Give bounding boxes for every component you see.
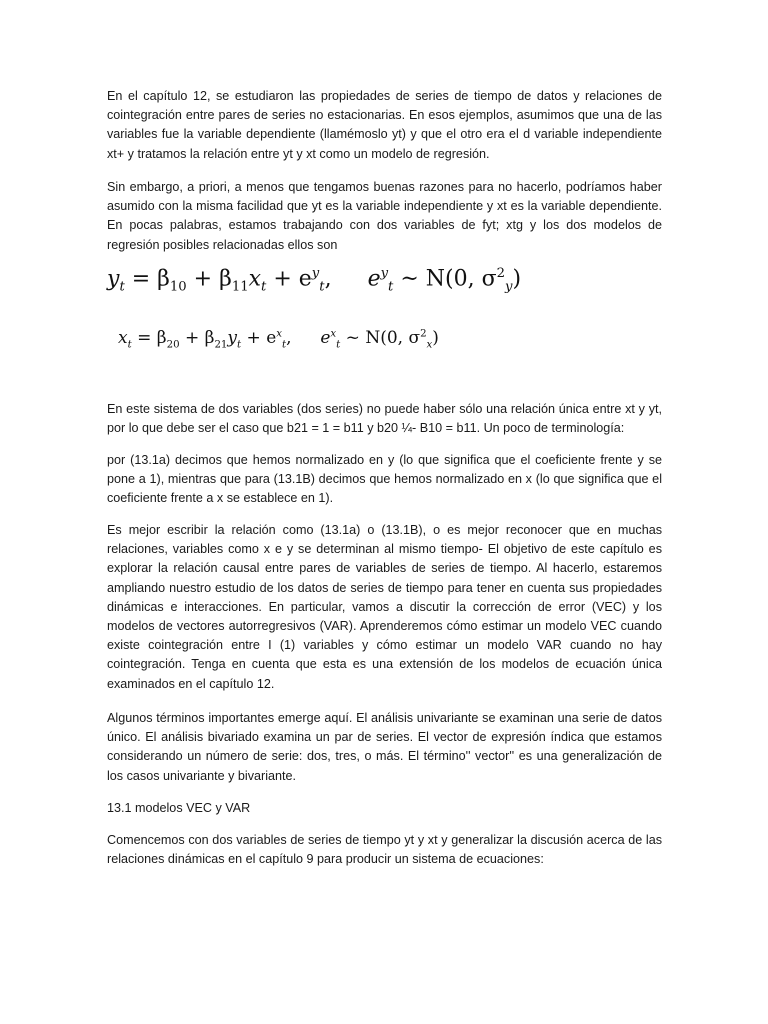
paragraph-3: En este sistema de dos variables (dos series) no puede haber sólo una relación única entre xt y yt, por lo que debe ser el caso que b21 = 1 = b11 y b20 ¼- B10 = b11. Un poco de terminología:	[107, 402, 662, 436]
paragraph-6: Algunos términos importantes emerge aquí. El análisis univariante se examinan una serie de datos único. El análisis bivariado examina un par de series. El vector de expresión índica que estamos considerando un número de serie: dos, tres, o más. El término'' vector'' es una generalización de los casos univariante y bivariante.	[107, 711, 662, 783]
section-heading: 13.1 modelos VEC y VAR	[107, 801, 251, 815]
equation-13-1a: $y_t = \beta_{10} + \beta_{11}x_t + e^y_t$, $e^y_t$ ~ N(0, $\sigma^2_y$)	[107, 266, 522, 295]
equation-13-1b: $x_t = \beta_{20} + \beta_{21}y_t + e^x_t$, $e^x_t$ ~ N(0, $\sigma^2_x$)	[118, 328, 439, 351]
paragraph-2: Sin embargo, a priori, a menos que tengamos buenas razones para no hacerlo, podríamos haber asumido con la misma facilidad que yt es la variable independiente y xt es la variable dependiente. En pocas palabras, estamos trabajando con dos variables de fyt; xtg y los dos modelos de regresión posibles relacionadas ellos son	[107, 180, 662, 252]
paragraph-4: por (13.1a) decimos que hemos normalizado en y (lo que significa que el coeficiente frente y se pone a 1), mientras que para (13.1B) decimos que hemos normalizado en x (lo que significa que el coeficiente frente a x se establece en 1).	[107, 453, 662, 506]
paragraph-1: En el capítulo 12, se estudiaron las propiedades de series de tiempo de datos y relaciones de cointegración entre pares de series no estacionarias. En esos ejemplos, asumimos que una de las variables fue la variable dependiente (llamémoslo yt) y que el otro era el d variable independiente xt+ y tratamos la relación entre yt y xt como un modelo de regresión.	[107, 89, 662, 161]
paragraph-7: Comencemos con dos variables de series de tiempo yt y xt y generalizar la discusión acerca de las relaciones dinámicas en el capítulo 9 para producir un sistema de ecuaciones:	[107, 833, 662, 867]
paragraph-5: Es mejor escribir la relación como (13.1a) o (13.1B), o es mejor reconocer que en muchas relaciones, variables como x e y se determinan al mismo tiempo- El objetivo de este capítulo es explorar la relación causal entre pares de variables de series de tiempo. Al hacerlo, estaremos ampliando nuestro estudio de los datos de series de tiempo para tener en cuenta sus propiedades dinámicas e interacciones. En particular, vamos a discutir la corrección de error (VEC) y los modelos de vectores autorregresivos (VAR). Aprenderemos cómo estimar un modelo VEC cuando existe cointegración entre I (1) variables y cómo estimar un modelo VAR cuando no hay cointegración. Tenga en cuenta que esta es una extensión de los modelos de ecuación única examinados en el capítulo 12.	[107, 523, 662, 691]
